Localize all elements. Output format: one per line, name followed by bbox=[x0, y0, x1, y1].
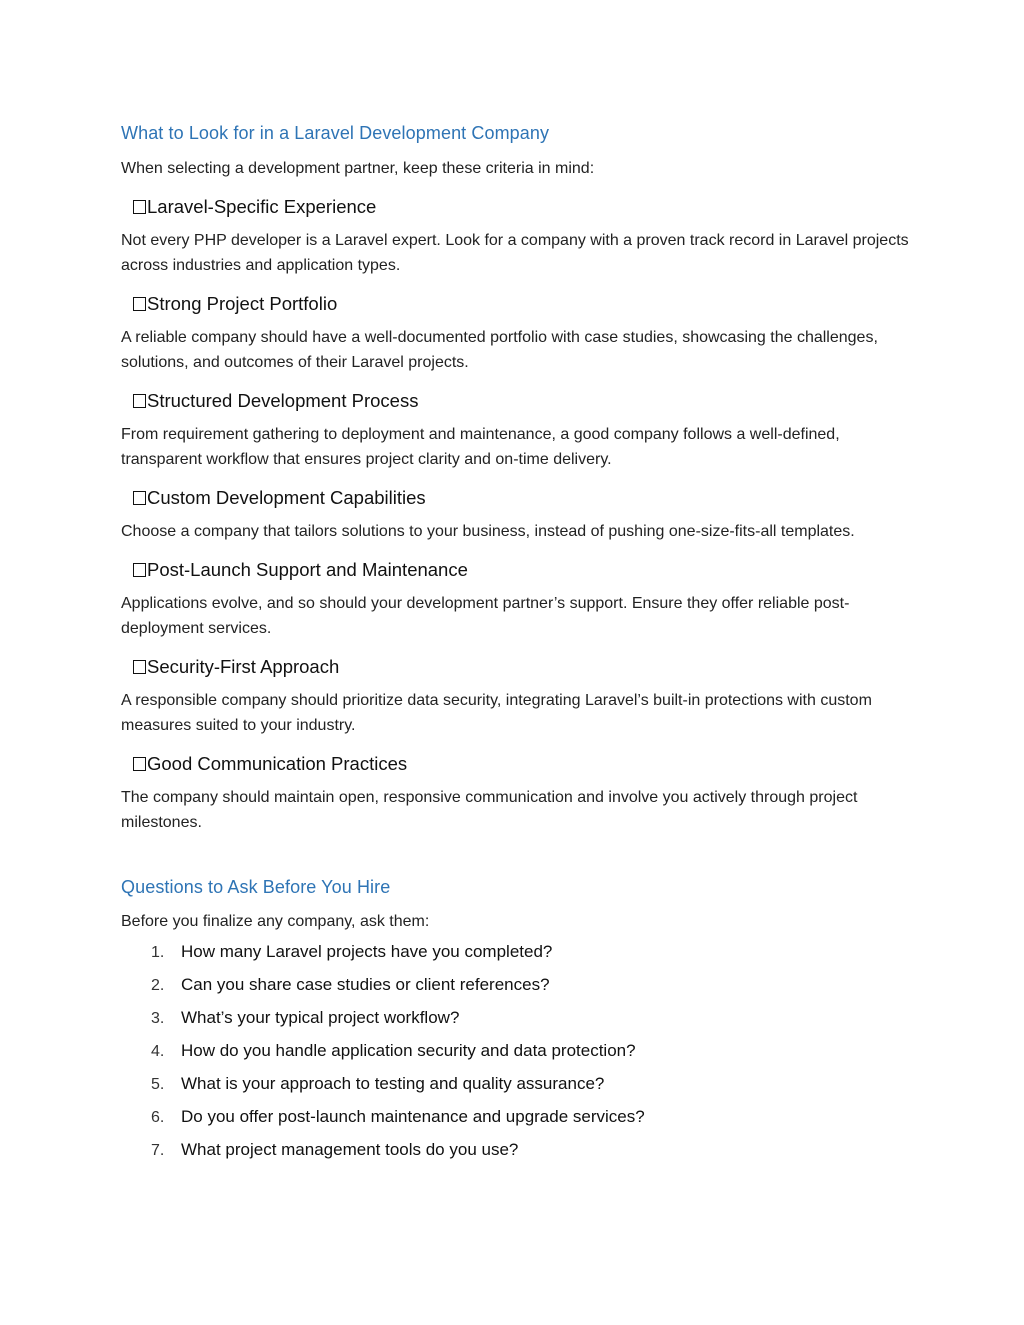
question-number: 7. bbox=[151, 1142, 165, 1159]
questions-intro: Before you finalize any company, ask them: bbox=[121, 913, 430, 930]
checkbox-icon bbox=[133, 297, 146, 311]
question-text: What is your approach to testing and quality assurance? bbox=[181, 1074, 605, 1093]
question-text: Do you offer post-launch maintenance and upgrade services? bbox=[181, 1107, 645, 1126]
criteria-title-text: Custom Development Capabilities bbox=[147, 487, 426, 508]
criteria-description: From requirement gathering to deployment and maintenance, a good company follows a well-defined, transparent workflow that ensures project clarity and on-time delivery. bbox=[121, 426, 840, 468]
criteria-item bbox=[121, 483, 911, 544]
question-text: Can you share case studies or client references? bbox=[181, 975, 550, 994]
document-page bbox=[121, 118, 911, 1171]
question-item bbox=[121, 1006, 911, 1039]
criteria-intro: When selecting a development partner, keep these criteria in mind: bbox=[121, 160, 595, 177]
question-item bbox=[121, 1105, 911, 1138]
criteria-item bbox=[121, 386, 911, 472]
criteria-title-text: Structured Development Process bbox=[147, 390, 419, 411]
question-text: What’s your typical project workflow? bbox=[181, 1008, 460, 1027]
section-spacer bbox=[121, 835, 911, 872]
criteria-description: A responsible company should prioritize data security, integrating Laravel’s built-in protections with custom measures suited to your industry. bbox=[121, 692, 872, 734]
criteria-item bbox=[121, 192, 911, 278]
checkbox-icon bbox=[133, 491, 146, 505]
criteria-title bbox=[133, 652, 911, 682]
question-text: How many Laravel projects have you completed? bbox=[181, 942, 553, 961]
criteria-title-text: Laravel-Specific Experience bbox=[147, 196, 377, 217]
criteria-description: Applications evolve, and so should your development partner’s support. Ensure they offer reliable post-deployment services. bbox=[121, 595, 850, 637]
checkbox-icon bbox=[133, 394, 146, 408]
question-text: How do you handle application security and data protection? bbox=[181, 1041, 636, 1060]
checkbox-icon bbox=[133, 200, 146, 214]
question-number: 2. bbox=[151, 977, 165, 994]
criteria-description: Choose a company that tailors solutions to your business, instead of pushing one-size-fits-all templates. bbox=[121, 523, 855, 540]
criteria-title bbox=[133, 386, 911, 416]
checkbox-icon bbox=[133, 563, 146, 577]
question-number: 3. bbox=[151, 1010, 165, 1027]
criteria-description: Not every PHP developer is a Laravel expert. Look for a company with a proven track record in Laravel projects across industries and application types. bbox=[121, 232, 909, 274]
question-item bbox=[121, 1138, 911, 1171]
criteria-description: A reliable company should have a well-documented portfolio with case studies, showcasing the challenges, solutions, and outcomes of their Laravel projects. bbox=[121, 329, 878, 371]
criteria-title bbox=[133, 749, 911, 779]
criteria-title bbox=[133, 192, 911, 222]
checkbox-icon bbox=[133, 660, 146, 674]
question-number: 1. bbox=[151, 944, 165, 961]
criteria-title-text: Post-Launch Support and Maintenance bbox=[147, 559, 468, 580]
criteria-title bbox=[133, 555, 911, 585]
criteria-title-text: Good Communication Practices bbox=[147, 753, 408, 774]
criteria-item bbox=[121, 749, 911, 835]
criteria-title-text: Security-First Approach bbox=[147, 656, 340, 677]
question-item bbox=[121, 1072, 911, 1105]
criteria-item bbox=[121, 289, 911, 375]
question-text: What project management tools do you use? bbox=[181, 1140, 519, 1159]
question-number: 6. bbox=[151, 1109, 165, 1126]
section-heading-criteria: What to Look for in a Laravel Development Company bbox=[121, 123, 550, 143]
criteria-title bbox=[133, 483, 911, 513]
question-item bbox=[121, 973, 911, 1006]
criteria-title-text: Strong Project Portfolio bbox=[147, 293, 338, 314]
question-item bbox=[121, 1039, 911, 1072]
section-heading-questions: Questions to Ask Before You Hire bbox=[121, 877, 391, 897]
question-number: 4. bbox=[151, 1043, 165, 1060]
criteria-description: The company should maintain open, responsive communication and involve you actively through project milestones. bbox=[121, 789, 858, 831]
question-item bbox=[121, 940, 911, 973]
criteria-item bbox=[121, 555, 911, 641]
checkbox-icon bbox=[133, 757, 146, 771]
question-number: 5. bbox=[151, 1076, 165, 1093]
criteria-title bbox=[133, 289, 911, 319]
questions-list bbox=[121, 940, 911, 1171]
criteria-item bbox=[121, 652, 911, 738]
